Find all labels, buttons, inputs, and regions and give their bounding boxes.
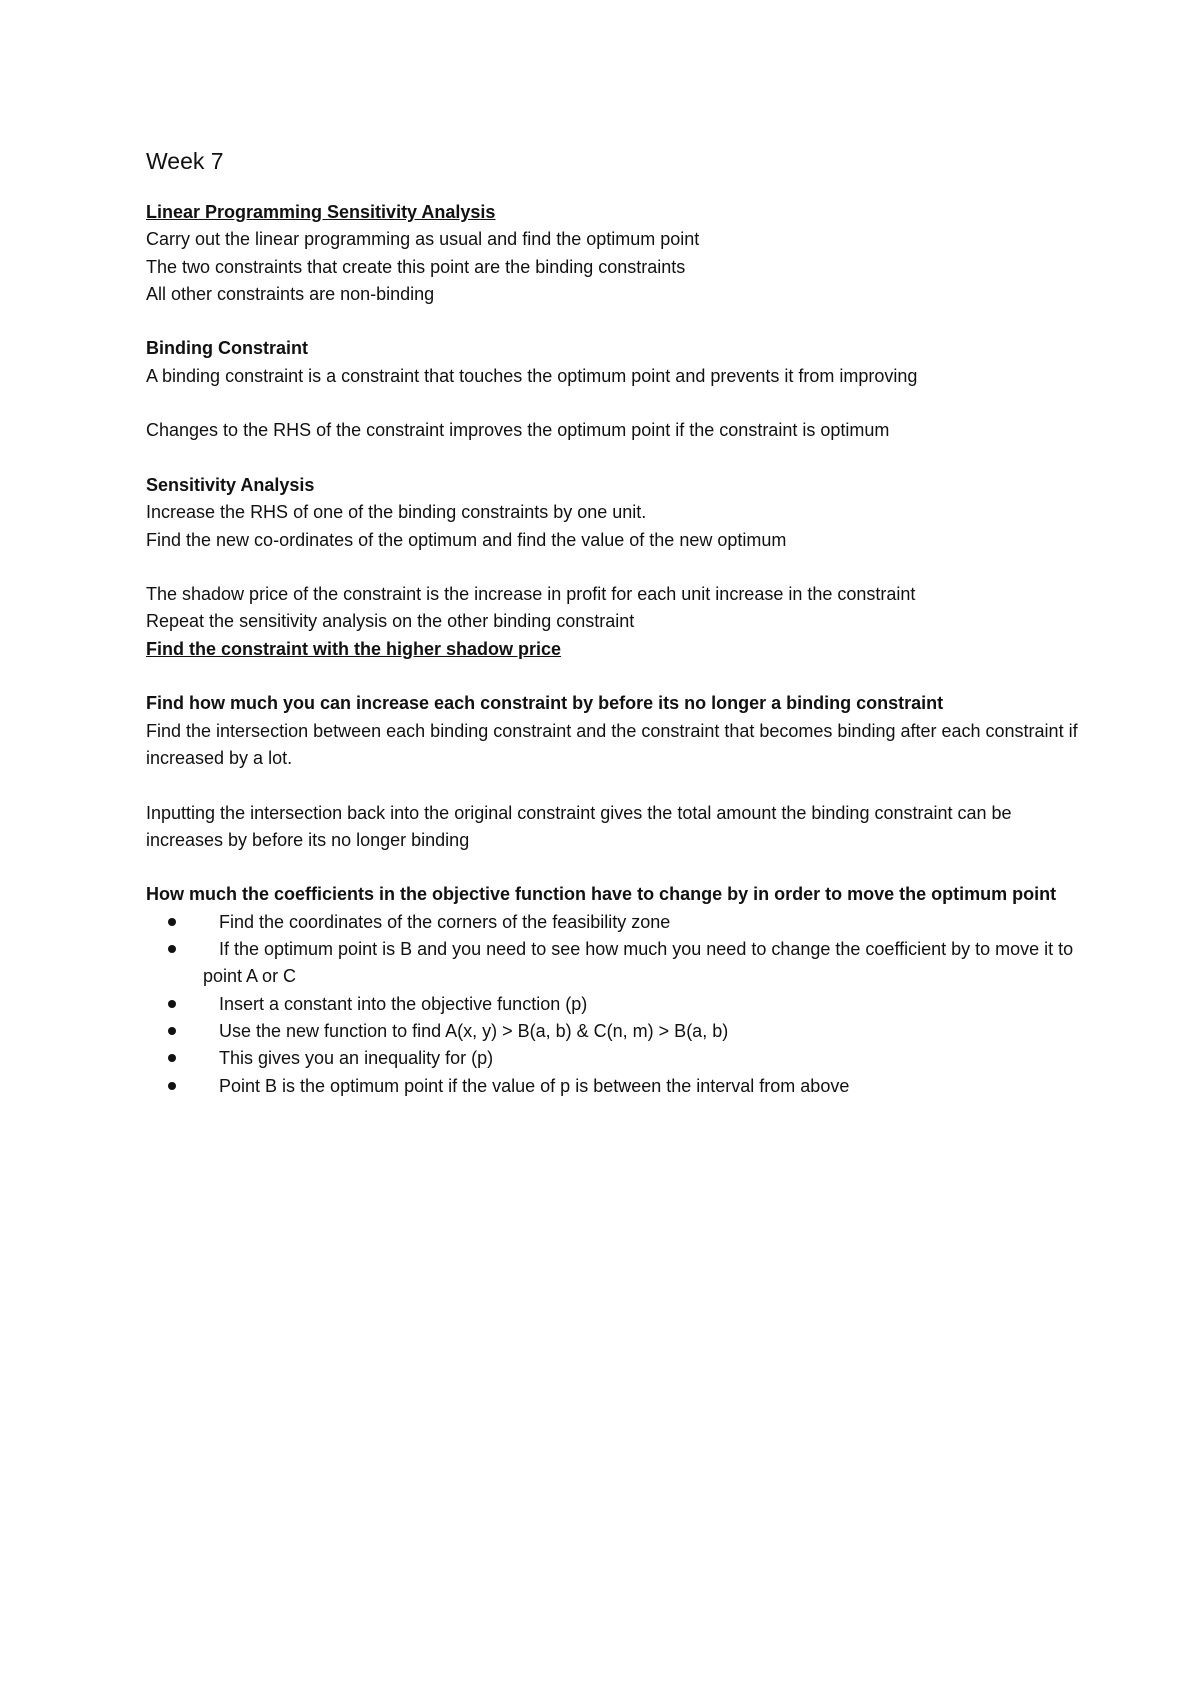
spacer — [146, 390, 1086, 417]
list-item-text: Point B is the optimum point if the value of p is between the interval from above — [219, 1075, 850, 1096]
list-item — [146, 1045, 1086, 1072]
spacer — [146, 554, 1086, 581]
spacer — [146, 772, 1086, 799]
bullet-icon — [168, 1054, 176, 1062]
binding-line: A binding constraint is a constraint that touches the optimum point and prevents it from improving — [146, 365, 918, 386]
increase-heading: Find how much you can increase each constraint by before its no longer a binding constraint — [146, 693, 944, 714]
list-item — [146, 1018, 1086, 1045]
sensitivity-line: Find the new co-ordinates of the optimum and find the value of the new optimum — [146, 529, 787, 550]
bullet-icon — [168, 1082, 176, 1090]
bullet-icon — [168, 1027, 176, 1035]
spacer — [146, 854, 1086, 881]
document-content — [146, 146, 1086, 1100]
list-item — [146, 991, 1086, 1018]
inputting-paragraph: Inputting the intersection back into the original constraint gives the total amount the binding constraint can be increases by before its no longer binding — [146, 802, 1012, 850]
increase-paragraph: Find the intersection between each binding constraint and the constraint that becomes binding after each constraint if increased by a lot. — [146, 720, 1078, 768]
shadow-line: The shadow price of the constraint is the increase in profit for each unit increase in the constraint — [146, 584, 916, 605]
list-item — [146, 1073, 1086, 1100]
spacer — [146, 308, 1086, 335]
list-item-text: Find the coordinates of the corners of the feasibility zone — [219, 911, 671, 932]
shadow-heading: Find the constraint with the higher shadow price — [146, 638, 562, 659]
coefficients-heading: How much the coefficients in the objective function have to change by in order to move the optimum point — [146, 884, 1057, 905]
lp-line: Carry out the linear programming as usual and find the optimum point — [146, 229, 700, 250]
sensitivity-line: Increase the RHS of one of the binding constraints by one unit. — [146, 502, 647, 523]
lp-heading: Linear Programming Sensitivity Analysis — [146, 202, 496, 222]
spacer — [146, 663, 1086, 690]
sensitivity-heading: Sensitivity Analysis — [146, 474, 315, 495]
spacer — [146, 445, 1086, 472]
shadow-line: Repeat the sensitivity analysis on the other binding constraint — [146, 611, 635, 632]
lp-line: The two constraints that create this point are the binding constraints — [146, 256, 686, 277]
list-item — [146, 936, 1086, 991]
bullet-list — [146, 909, 1086, 1100]
lp-line: All other constraints are non-binding — [146, 283, 435, 304]
list-item — [146, 909, 1086, 936]
changes-line: Changes to the RHS of the constraint improves the optimum point if the constraint is optimum — [146, 420, 890, 441]
list-item-text: This gives you an inequality for (p) — [219, 1048, 494, 1069]
page-title: Week 7 — [146, 148, 224, 174]
bullet-icon — [168, 1000, 176, 1008]
binding-heading: Binding Constraint — [146, 338, 308, 359]
list-item-text: Insert a constant into the objective function (p) — [219, 993, 588, 1014]
list-item-text: Use the new function to find A(x, y) > B(a, b) & C(n, m) > B(a, b) — [219, 1020, 729, 1041]
list-item-text: If the optimum point is B and you need to see how much you need to change the coefficient by to move it to point A or C — [203, 939, 1074, 987]
bullet-icon — [168, 945, 176, 953]
bullet-icon — [168, 918, 176, 926]
